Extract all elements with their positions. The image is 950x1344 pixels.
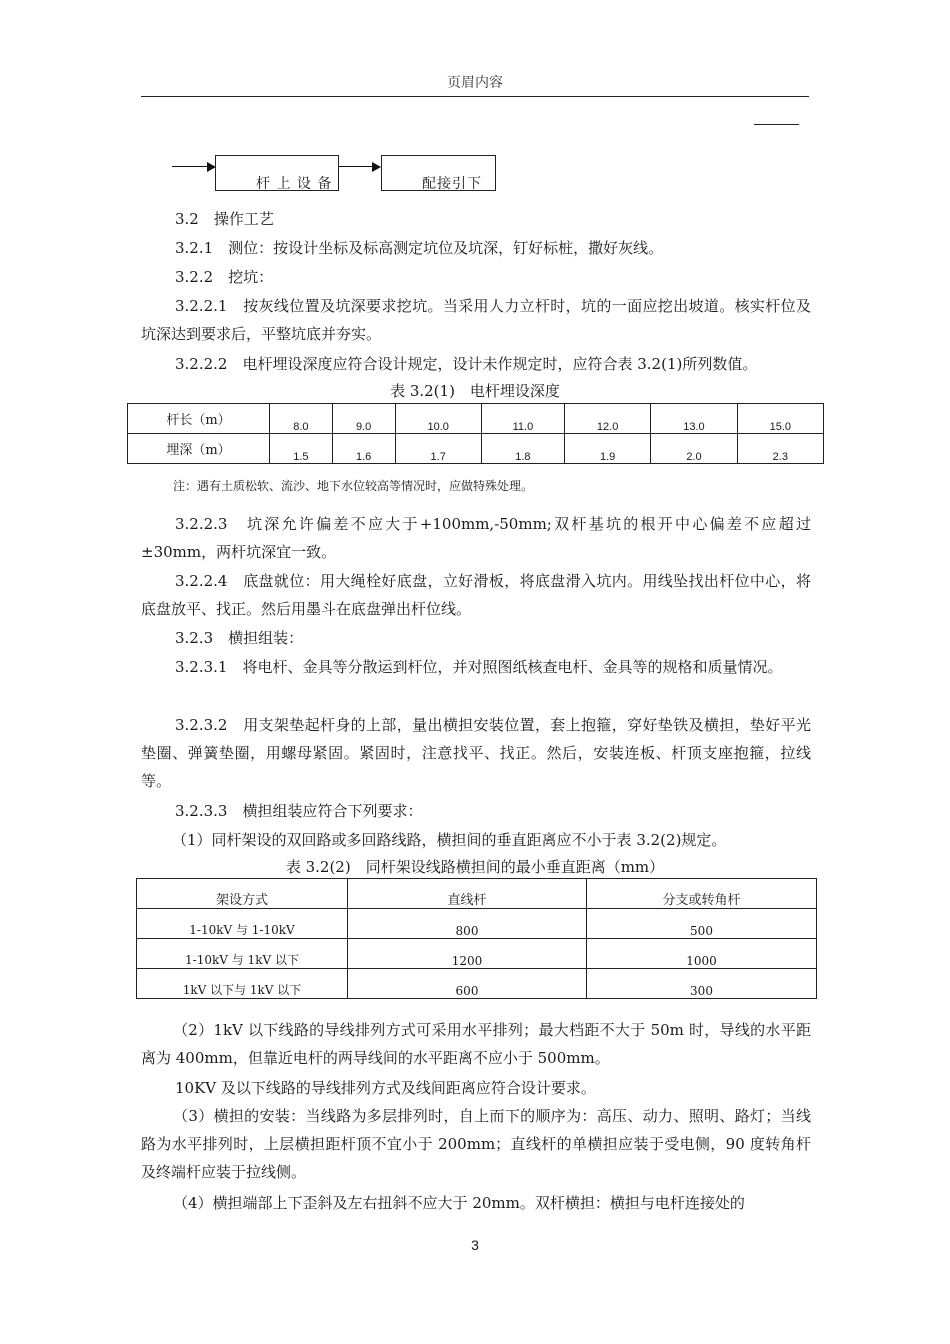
table-cell: 1.7	[395, 434, 481, 464]
section-3-2-2: 3.2.2 挖坑：	[175, 268, 274, 286]
header-rule	[141, 96, 809, 97]
table-cell: 300	[587, 969, 817, 999]
table-header-cell: 分支或转角杆	[587, 879, 817, 909]
section-3-2-1: 3.2.1 测位：按设计坐标及标高测定坑位及坑深，钉好标桩，撒好灰线。	[175, 239, 664, 257]
table-header-cell: 架设方式	[137, 879, 348, 909]
table-cell: 11.0	[481, 404, 564, 434]
flow-arrow-line-2	[339, 166, 373, 167]
section-3-2-3-3: 3.2.3.3 横担组装应符合下列要求：	[175, 802, 423, 820]
table-cell: 12.0	[564, 404, 650, 434]
para-10kv: 10KV 及以下线路的导线排列方式及线间距离应符合设计要求。	[175, 1079, 596, 1097]
table-cell: 8.0	[270, 404, 333, 434]
table-cell: 1kV 以下与 1kV 以下	[137, 969, 348, 999]
section-3-2-2-4: 3.2.2.4 底盘就位：用大绳栓好底盘，立好滑板，将底盘滑入坑内。用线坠找出杆位中心，将底盘放平、找正。然后用墨斗在底盘弹出杆位线。	[141, 572, 811, 618]
section-3-2-3-1: 3.2.3.1 将电杆、金具等分散运到杆位，并对照图纸核查电杆、金具等的规格和质量情况。	[175, 658, 783, 676]
table-cell: 2.3	[737, 434, 823, 464]
table1-note: 注：遇有土质松软、流沙、地下水位较高等情况时，应做特殊处理。	[173, 479, 534, 493]
flow-box-1-label: 杆 上 设 备	[256, 176, 333, 192]
table-cell: 600	[348, 969, 587, 999]
table-row	[128, 404, 824, 434]
table-row	[137, 909, 817, 939]
section-3-2-2-2: 3.2.2.2 电杆埋设深度应符合设计规定，设计未作规定时，应符合表 3.2(1)所列数值。	[175, 355, 758, 373]
table-cell: 1-10kV 与 1kV 以下	[137, 939, 348, 969]
table-row	[137, 969, 817, 999]
section-3-2-3: 3.2.3 横担组装：	[175, 629, 304, 647]
table-cell: 1200	[348, 939, 587, 969]
table-row-label: 杆长（m）	[128, 404, 270, 434]
table-header-row	[137, 879, 817, 909]
table-cell: 2.0	[651, 434, 737, 464]
flow-box-2-label: 配接引下	[422, 176, 482, 192]
page-number: 3	[471, 1237, 479, 1253]
page-header: 页眉内容	[447, 75, 503, 91]
section-3-2-3-2: 3.2.3.2 用支架垫起杆身的上部，量出横担安装位置，套上抱箍，穿好垫铁及横担，垫好平光垫圈、弹簧垫圈，用螺母紧固。紧固时，注意找平、找正。然后，安装连板、杆顶支座抱箍，拉线等。	[141, 716, 811, 790]
table-row-label: 埋深（m）	[128, 434, 270, 464]
table-cell: 1.6	[332, 434, 395, 464]
item-1: （1）同杆架设的双回路或多回路线路，横担间的垂直距离应不小于表 3.2(2)规定。	[172, 831, 727, 849]
table-row	[128, 434, 824, 464]
table-cell: 1.9	[564, 434, 650, 464]
table-cell: 15.0	[737, 404, 823, 434]
short-rule	[754, 124, 799, 125]
flow-arrowhead-2	[372, 162, 381, 172]
flow-box-wiring	[381, 155, 496, 191]
table-cell: 9.0	[332, 404, 395, 434]
burial-depth-table	[127, 403, 824, 464]
table-cell: 800	[348, 909, 587, 939]
table-cell: 1.5	[270, 434, 333, 464]
table2-caption: 表 3.2(2) 同杆架设线路横担间的最小垂直距离（mm）	[285, 858, 665, 876]
flow-arrow-line-1	[172, 166, 208, 167]
table-cell: 1.8	[481, 434, 564, 464]
item-2: （2）1kV 以下线路的导线排列方式可采用水平排列；最大档距不大于 50m 时，导线的水平距离为 400mm，但靠近电杆的两导线间的水平距离不应小于 500mm。	[141, 1021, 811, 1067]
item-3: （3）横担的安装：当线路为多层排列时，自上而下的顺序为：高压、动力、照明、路灯；当线路为水平排列时，上层横担距杆顶不宜小于 200mm；直线杆的单横担应装于受电侧，90 度转角杆及终端杆应装于拉线侧。	[141, 1107, 811, 1181]
table-cell: 13.0	[651, 404, 737, 434]
table-row	[137, 939, 817, 969]
flow-box-pole-equipment	[215, 155, 339, 191]
table-cell: 500	[587, 909, 817, 939]
section-3-2-2-3: 3.2.2.3 坑深允许偏差不应大于+100mm,-50mm;双杆基坑的根开中心偏差不应超过±30mm，两杆坑深宜一致。	[141, 515, 811, 561]
table-cell: 10.0	[395, 404, 481, 434]
section-3-2: 3.2 操作工艺	[175, 210, 274, 228]
table-cell: 1000	[587, 939, 817, 969]
table-cell: 1-10kV 与 1-10kV	[137, 909, 348, 939]
item-4: （4）横担端部上下歪斜及左右扭斜不应大于 20mm。双杆横担：横担与电杆连接处的	[173, 1194, 745, 1212]
section-3-2-2-1: 3.2.2.1 按灰线位置及坑深要求挖坑。当采用人力立杆时，坑的一面应挖出坡道。核实杆位及坑深达到要求后，平整坑底并夯实。	[141, 297, 811, 343]
table-header-cell: 直线杆	[348, 879, 587, 909]
crossarm-distance-table	[136, 878, 817, 999]
table1-caption: 表 3.2(1) 电杆埋设深度	[390, 382, 560, 400]
